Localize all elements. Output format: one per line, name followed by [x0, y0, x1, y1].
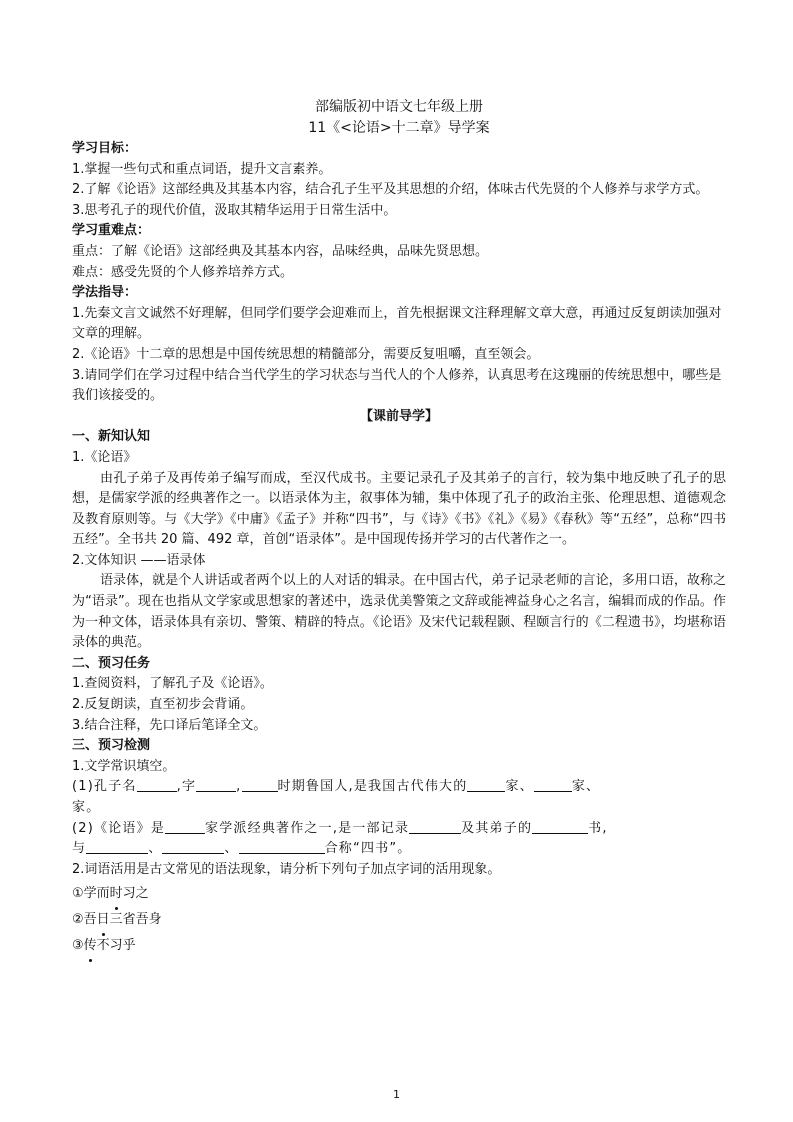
goal-item: 1.掌握一些句式和重点词语，提升文言素养。 — [72, 161, 332, 177]
keypoint-item: 难点：感受先贤的个人修养培养方式。 — [72, 264, 294, 280]
doc-title-line2: 11《<论语>十二章》导学案 — [308, 120, 490, 136]
fill2-blank-person[interactable] — [409, 819, 461, 834]
fill2-text-c: 及其弟子的 — [461, 820, 533, 836]
fill1-text-a: (1)孔子名 — [72, 779, 137, 795]
q1-pre: ①学而 — [72, 886, 110, 902]
fill1-text-c: , — [236, 779, 242, 795]
section2-heading: 二、预习任务 — [72, 655, 151, 671]
q2-dotted-word: 日 — [97, 908, 110, 932]
section3-sub1: 1.文学常识填空。 — [72, 758, 176, 774]
fill2-text-f: 、 — [148, 841, 163, 857]
preview-center-heading: 【课前导学】 — [359, 408, 438, 424]
section3-heading: 三、预习检测 — [72, 738, 151, 754]
task-item: 2.反复朗读，直至初步会背诵。 — [72, 697, 254, 713]
task-item: 3.结合注释，先口译后笔译全文。 — [72, 717, 267, 733]
q3-post: 不习乎 — [96, 938, 136, 954]
method-item: 1.先秦文言文诚然不好理解，但同学们要学会迎难而上，首先根据课文注释理解文章大意，再通过反复朗读加强对文章的理解。 — [72, 305, 722, 342]
goal-item: 2.了解《论语》这部经典及其基本内容，结合孔子生平及其思想的介绍，体味古代先贤的个人修养与求学方式。 — [72, 182, 709, 198]
method-heading: 学法指导： — [72, 285, 138, 301]
fill1-text-e: 家、 — [505, 779, 534, 795]
document-body — [72, 97, 726, 960]
usage-question-2 — [72, 908, 726, 932]
fill-question-2 — [72, 819, 726, 860]
page-number: 1 — [393, 1088, 400, 1101]
section1-para1: 由孔子弟子及再传弟子编写而成，至汉代成书。主要记录孔子及其弟子的言行，较为集中地反映了孔子的思想，是儒家学派的经典著作之一。以语录体为主，叙事体为辅，集中体现了孔子的政治主张、伦理思想、道德观念及教育原则等。与《大学》《中庸》《孟子》并称“四书”，与《诗》《书》《礼》《易》《春秋》等“五经”，总称“四书五经”。全书共 20 篇、492 章，首创“语录体”。是中国现传扬并学习的古代著作之一。 — [72, 470, 726, 548]
q1-post: 习之 — [122, 886, 149, 902]
fill1-blank-courtesy[interactable] — [196, 777, 236, 792]
usage-question-1 — [72, 882, 726, 906]
q1-dotted-word: 时 — [110, 882, 123, 906]
fill2-blank-book2[interactable] — [162, 839, 224, 854]
fill2-text-e: 与 — [72, 841, 87, 857]
fill1-blank-period[interactable] — [242, 777, 278, 792]
fill-question-1 — [72, 777, 726, 818]
keypoints-heading: 学习重难点： — [72, 223, 151, 239]
fill1-text-g: 家。 — [72, 800, 101, 815]
fill2-text-d: 书, — [588, 820, 608, 836]
fill1-text-d: 时期鲁国人,是我国古代伟大的 — [277, 779, 468, 795]
fill2-text-a: (2)《论语》是 — [72, 820, 166, 836]
q2-post: 三省吾身 — [109, 912, 162, 928]
q2-pre: ②吾 — [72, 912, 97, 928]
fill2-blank-book1[interactable] — [86, 839, 148, 854]
fill1-blank-role2[interactable] — [534, 777, 572, 792]
section1-heading: 一、新知认知 — [72, 429, 151, 445]
goals-heading: 学习目标： — [72, 141, 138, 156]
method-item: 3.请同学们在学习过程中结合当代学生的学习状态与当代人的个人修养，认真思考在这瑰丽的传统思想中，哪些是我们该接受的。 — [72, 367, 722, 404]
fill2-blank-book3[interactable] — [239, 839, 325, 854]
section1-sub1: 1.《论语》 — [72, 449, 137, 465]
section1-sub2: 2.文体知识 ——语录体 — [72, 552, 206, 568]
keypoint-item: 重点：了解《论语》这部经典及其基本内容，品味经典，品味先贤思想。 — [72, 243, 489, 259]
section1-para2: 语录体，就是个人讲话或者两个以上的人对话的辑录。在中国古代，弟子记录老师的言论，多用口语，故称之为“语录”。现在也指从文学家或思想家的著述中，选录优美警策之文辞或能裨益身心之名言，编辑而成的作品。作为一种文体，语录体具有亲切、警策、精辟的特点。《论语》及宋代记载程颢、程颐言行的《二程遗书》，均堪称语录体的典范。 — [72, 573, 726, 651]
goal-item: 3.思考孔子的现代价值，汲取其精华运用于日常生活中。 — [72, 202, 397, 218]
section3-sub2: 2.词语活用是古文常见的语法现象，请分析下列句子加点字词的活用现象。 — [72, 861, 501, 877]
usage-question-3 — [72, 934, 726, 958]
task-item: 1.查阅资料，了解孔子及《论语》。 — [72, 676, 273, 692]
fill2-text-b: 家学派经典著作之一,是一部记录 — [205, 820, 410, 836]
fill1-blank-name[interactable] — [137, 777, 177, 792]
fill1-text-f: 家、 — [571, 779, 601, 795]
fill2-blank-content[interactable] — [532, 819, 588, 834]
fill2-blank-school[interactable] — [165, 819, 205, 834]
method-item: 2.《论语》十二章的思想是中国传统思想的精髓部分，需要反复咀嚼，直至领会。 — [72, 346, 540, 362]
q3-pre: ③ — [72, 938, 84, 954]
fill2-text-g: 、 — [224, 841, 239, 857]
fill1-text-b: ,字 — [176, 779, 197, 795]
fill1-blank-role1[interactable] — [467, 777, 505, 792]
doc-title-line1: 部编版初中语文七年级上册 — [315, 99, 483, 115]
q3-dotted-word: 传 — [84, 934, 97, 958]
fill2-text-h: 合称“四书”。 — [324, 841, 412, 857]
